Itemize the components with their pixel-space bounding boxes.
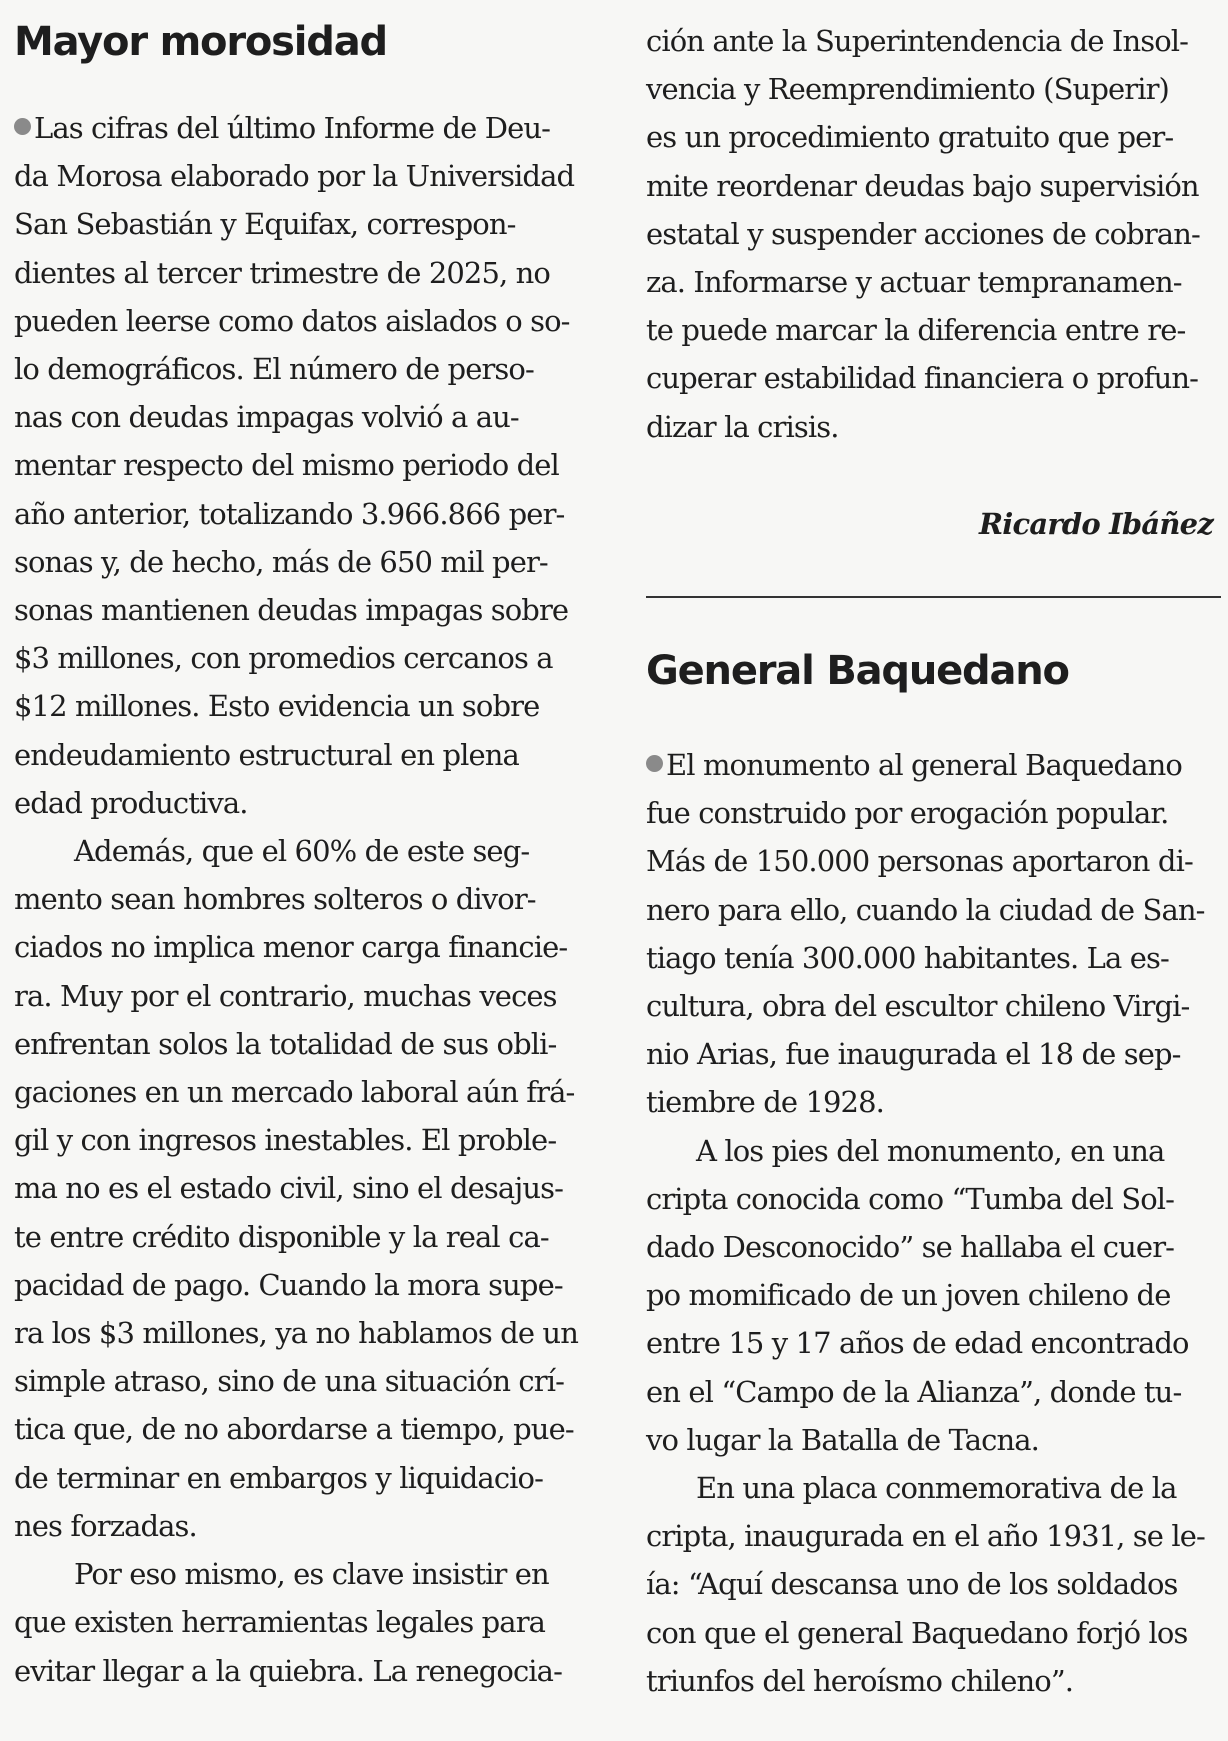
text-line: tiago tenía 300.000 habitantes. La es-	[646, 940, 1169, 975]
text-line: lo demográficos. El número de perso-	[14, 352, 534, 387]
text-line: nio Arias, fue inaugurada el 18 de sep-	[646, 1037, 1181, 1072]
text-line: da Morosa elaborado por la Universidad	[14, 159, 575, 194]
text-line: po momificado de un joven chileno de	[646, 1278, 1171, 1313]
column-divider	[646, 596, 1221, 598]
text-line: San Sebastián y Equifax, correspon-	[14, 207, 516, 242]
text-line: Por eso mismo, es clave insistir en	[74, 1557, 549, 1592]
text-line: triunfos del heroísmo chileno”.	[646, 1663, 1074, 1698]
text-line: Además, que el 60% de este seg-	[74, 834, 530, 869]
text-line: es un procedimiento gratuito que per-	[646, 120, 1174, 155]
text-line: mentar respecto del mismo periodo del	[14, 448, 559, 483]
text-line: mento sean hombres solteros o divor-	[14, 882, 536, 917]
text-line: evitar llegar a la quiebra. La renegocia-	[14, 1653, 562, 1688]
text-line: tica que, de no abordarse a tiempo, pue-	[14, 1412, 574, 1447]
text-line: mite reordenar deudas bajo supervisión	[646, 168, 1199, 203]
text-line: nas con deudas impagas volvió a au-	[14, 400, 519, 435]
text-line: simple atraso, sino de una situación crí-	[14, 1364, 564, 1399]
text-line: ra. Muy por el contrario, muchas veces	[14, 978, 557, 1013]
text-line: Las cifras del último Informe de Deu-	[14, 104, 594, 152]
text-line: pueden leerse como datos aislados o so-	[14, 303, 570, 338]
text-line: dientes al tercer trimestre de 2025, no	[14, 255, 550, 290]
text-line: ra los $3 millones, ya no hablamos de un	[14, 1316, 578, 1351]
text-line: año anterior, totalizando 3.966.866 per-	[14, 496, 565, 531]
text-line: A los pies del monumento, en una	[696, 1133, 1165, 1168]
text-line: nes forzadas.	[14, 1508, 197, 1543]
text-line: za. Informarse y actuar tempranamen-	[646, 265, 1182, 300]
text-line: En una placa conmemorativa de la	[696, 1471, 1177, 1506]
text-line: en el “Campo de la Alianza”, donde tu-	[646, 1374, 1182, 1409]
text-line: vencia y Reemprendimiento (Superir)	[646, 72, 1169, 107]
article-body-baquedano	[646, 741, 1221, 1705]
text-line: dado Desconocido” se hallaba el cuer-	[646, 1230, 1175, 1265]
text-line: estatal y suspender acciones de cobran-	[646, 216, 1200, 251]
text-line: gil y con ingresos inestables. El proble-	[14, 1123, 557, 1158]
text-line: cripta, inaugurada en el año 1931, se le-	[646, 1519, 1205, 1554]
headline-general-baquedano: General Baquedano	[646, 648, 1069, 694]
text-line: enfrentan solos la totalidad de sus obli-	[14, 1026, 557, 1061]
headline-mayor-morosidad: Mayor morosidad	[14, 19, 387, 65]
text-line: Más de 150.000 personas aportaron di-	[646, 844, 1193, 879]
text-line: cultura, obra del escultor chileno Virgi-	[646, 989, 1190, 1024]
text-line: El monumento al general Baquedano	[646, 741, 1221, 789]
text-line: ía: “Aquí descansa uno de los soldados	[646, 1567, 1178, 1602]
text-line: te puede marcar la diferencia entre re-	[646, 313, 1186, 348]
text-line: que existen herramientas legales para	[14, 1605, 546, 1640]
text-line: endeudamiento estructural en plena	[14, 737, 519, 772]
text-line: tiembre de 1928.	[646, 1085, 884, 1120]
text-line: edad productiva.	[14, 785, 248, 820]
text-line: pacidad de pago. Cuando la mora supe-	[14, 1267, 563, 1302]
text-line: nero para ello, cuando la ciudad de San-	[646, 892, 1205, 927]
text-line: ciados no implica menor carga financie-	[14, 930, 568, 965]
bullet-icon	[14, 118, 31, 135]
text-line: sonas mantienen deudas impagas sobre	[14, 593, 569, 628]
text-line: ma no es el estado civil, sino el desajus-	[14, 1171, 564, 1206]
text-line: ción ante la Superintendencia de Insol-	[646, 24, 1189, 58]
author-signature: Ricardo Ibáñez	[979, 507, 1213, 541]
text-line: fue construido por erogación popular.	[646, 796, 1169, 831]
text-line: dizar la crisis.	[646, 409, 839, 444]
text-line: $3 millones, con promedios cercanos a	[14, 641, 553, 676]
text-line: te entre crédito disponible y la real ca-	[14, 1219, 549, 1254]
text-line: sonas y, de hecho, más de 650 mil per-	[14, 544, 548, 579]
text-line: cripta conocida como “Tumba del Sol-	[646, 1181, 1175, 1216]
article-body-morosidad	[14, 104, 594, 1695]
text-line: con que el general Baquedano forjó los	[646, 1615, 1188, 1650]
bullet-icon	[646, 755, 663, 772]
text-line: gaciones en un mercado laboral aún frá-	[14, 1075, 575, 1110]
text-line: $12 millones. Esto evidencia un sobre	[14, 689, 540, 724]
text-line: entre 15 y 17 años de edad encontrado	[646, 1326, 1189, 1361]
article-continuation	[646, 17, 1200, 451]
text-line: de terminar en embargos y liquidacio-	[14, 1460, 543, 1495]
text-line: vo lugar la Batalla de Tacna.	[646, 1422, 1039, 1457]
text-line: cuperar estabilidad financiera o profun-	[646, 361, 1199, 396]
